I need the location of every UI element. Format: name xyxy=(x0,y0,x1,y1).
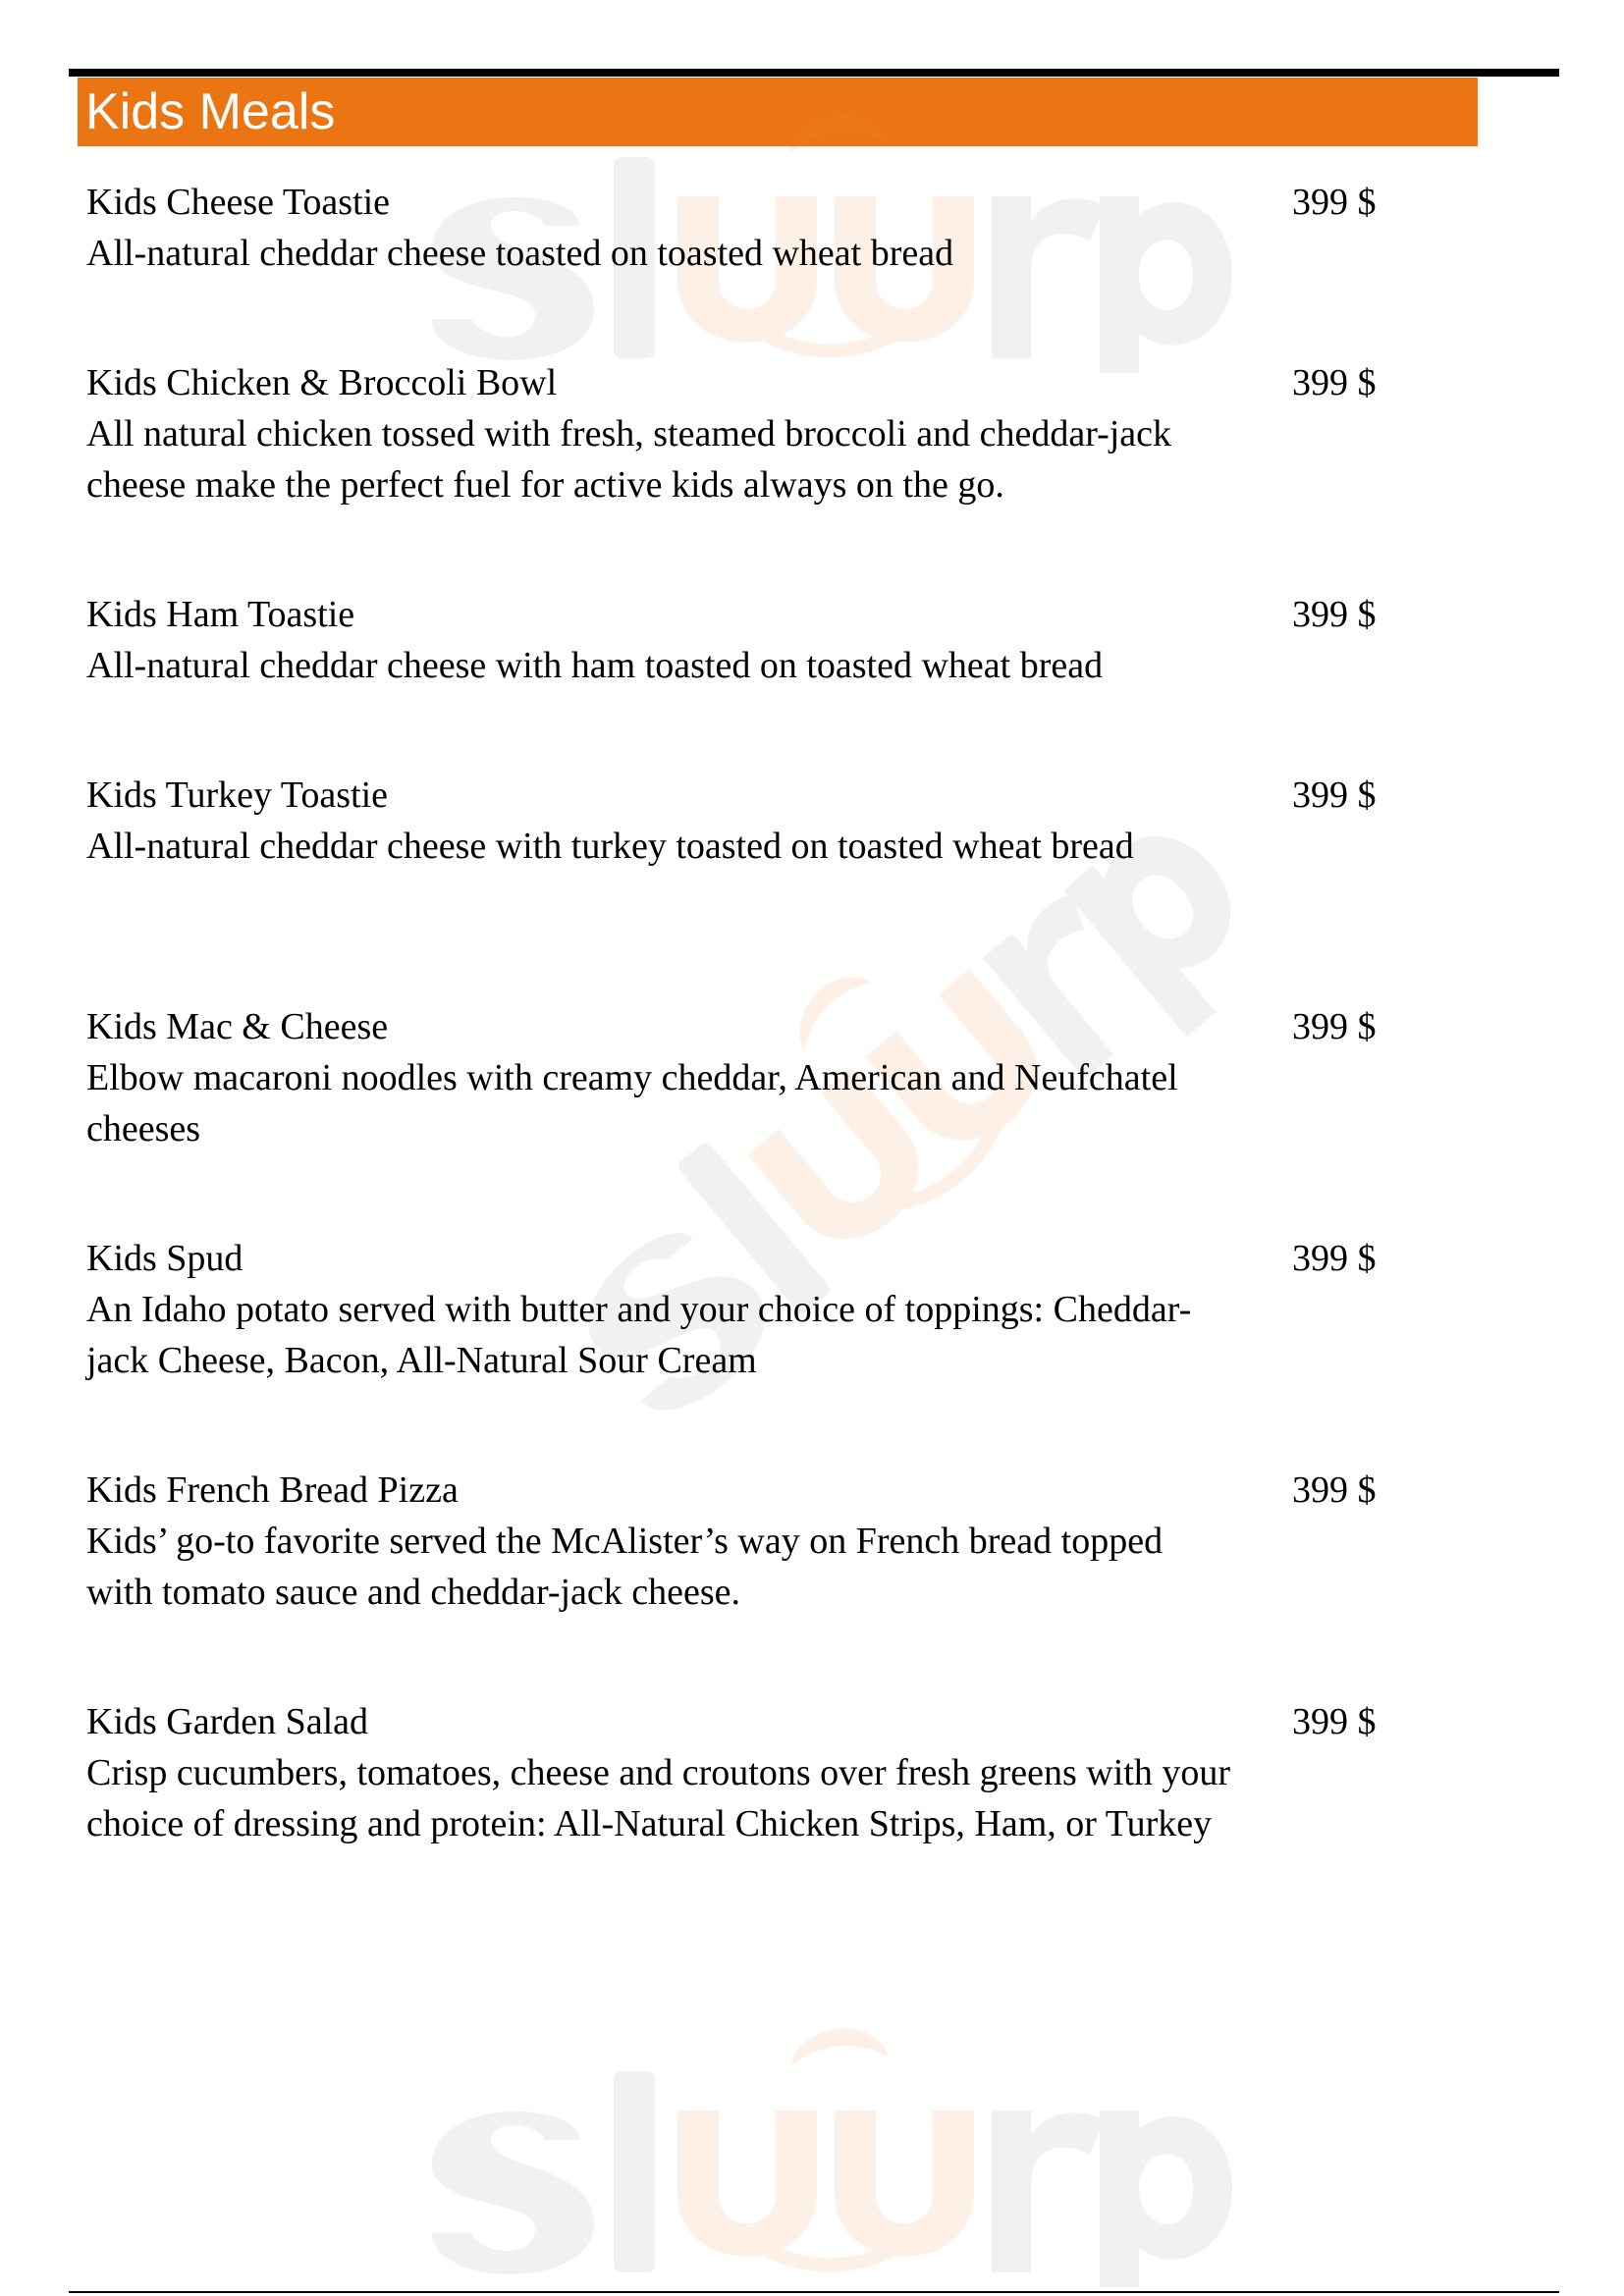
menu-item-description: Crisp cucumbers, tomatoes, cheese and croutons over fresh greens with your choice of dressing and protein: All-Natural Chicken Strips, Ham, or Turkey xyxy=(86,1752,1230,1844)
section-header xyxy=(78,78,1478,146)
menu-item-name: Kids French Bread Pizza xyxy=(86,1469,459,1511)
menu-item-price: 399 $ xyxy=(1292,1238,1377,1279)
menu-item-name: Kids Turkey Toastie xyxy=(86,774,389,816)
menu-item-description: All-natural cheddar cheese with turkey toasted on toasted wheat bread xyxy=(86,826,1134,867)
menu-item-kids-cheese-toastie xyxy=(86,177,1377,279)
menu-item-price: 399 $ xyxy=(1292,182,1377,223)
section-title: Kids Meals xyxy=(85,83,336,140)
menu-item-description: Kids’ go-to favorite served the McAlister’s way on French bread topped with tomato sauce and cheddar-jack cheese. xyxy=(86,1521,1164,1613)
menu-item-name: Kids Chicken & Broccoli Bowl xyxy=(86,362,558,403)
menu-item-kids-turkey-toastie xyxy=(86,770,1377,872)
menu-item-price: 399 $ xyxy=(1292,1006,1377,1047)
menu-item-description: All natural chicken tossed with fresh, steamed broccoli and cheddar-jack cheese make the perfect fuel for active kids always on the go. xyxy=(86,413,1172,506)
bottom-rule xyxy=(69,2291,1559,2293)
menu-item-name: Kids Mac & Cheese xyxy=(86,1006,389,1047)
menu-item-kids-chicken-broccoli-bowl xyxy=(86,357,1377,510)
menu-item-price: 399 $ xyxy=(1292,1469,1377,1511)
menu-item-kids-ham-toastie xyxy=(86,589,1377,691)
menu-item-name: Kids Cheese Toastie xyxy=(86,182,391,223)
menu-item-price: 399 $ xyxy=(1292,774,1377,816)
menu-item-description: Elbow macaroni noodles with creamy cheddar, American and Neufchatel cheeses xyxy=(86,1057,1178,1149)
menu-item-name: Kids Garden Salad xyxy=(86,1701,369,1742)
menu-item-price: 399 $ xyxy=(1292,594,1377,635)
menu-item-kids-garden-salad xyxy=(86,1696,1377,1849)
menu-item-name: Kids Ham Toastie xyxy=(86,594,355,635)
menu-item-description: An Idaho potato served with butter and your choice of toppings: Cheddar-jack Cheese, Bacon, All-Natural Sour Cream xyxy=(86,1289,1192,1381)
menu-item-kids-spud xyxy=(86,1233,1377,1386)
menu-item-price: 399 $ xyxy=(1292,1701,1377,1742)
menu-item-price: 399 $ xyxy=(1292,362,1377,403)
menu-item-name: Kids Spud xyxy=(86,1238,244,1279)
top-rule xyxy=(69,69,1559,77)
slurrpy-watermark-bottom xyxy=(412,1953,1237,2287)
menu-item-description: All-natural cheddar cheese toasted on toasted wheat bread xyxy=(86,233,954,274)
menu-item-kids-french-bread-pizza xyxy=(86,1465,1377,1618)
menu-item-description: All-natural cheddar cheese with ham toasted on toasted wheat bread xyxy=(86,645,1104,686)
menu-item-kids-mac-cheese xyxy=(86,1001,1377,1154)
